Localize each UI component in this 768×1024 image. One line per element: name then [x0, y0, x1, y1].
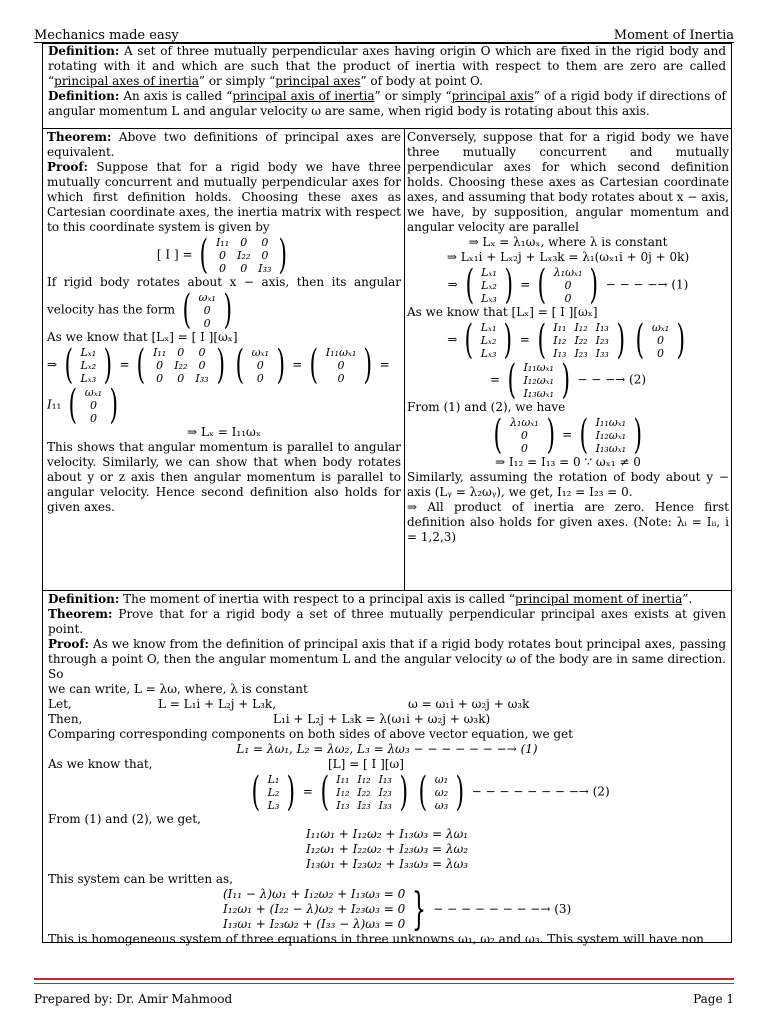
def1-text: A set of three mutually perpendicular axes having origin O which are fixed in the rigid body and rotating with it and which are such that the product of inertia with respect to them are zero are called “	[48, 44, 726, 88]
definition-3	[48, 592, 726, 607]
def3-text: The moment of inertia with respect to a principal axis is called “	[119, 592, 516, 606]
theorem2-label: Theorem:	[48, 607, 113, 621]
then-label: Then,	[48, 712, 83, 726]
system-1: I₁₁ω₁ + I₁₂ω₂ + I₁₃ω₃ = λω₁	[305, 827, 469, 841]
homogeneous-system	[48, 883, 726, 935]
matrix-eq-2: ( L₁ L₂ L₃ ) = ( I₁₁ I₁₂ I₁₃ I₁₂ I₂₂ I₂₃ I₁₃ I₂₃ I₃₃ ) ( ω₁ ω₂ ω₃ ) − − − − − − − −→ (2)	[251, 769, 610, 815]
def1-text-b: ” or simply “	[198, 74, 276, 88]
theorem-2	[48, 607, 726, 637]
right-matrix-eq2: ⇒ ( Lₓ₁ Lₓ₂ Lₓ₃ ) = ( I₁₁ I₁₂ I₁₃ I₁₂ I₂₂ I₂₃ I₁₃ I₂₃ I₃₃ ) ( ωₓ₁ 0 0 )	[447, 317, 686, 363]
rotation-sentence: If rigid body rotates about x − axis, then its angular velocity has the form	[47, 275, 401, 317]
let-L: L = L₁i + L₂j + L₃k,	[158, 697, 277, 711]
system-2: I₁₂ω₁ + I₂₂ω₂ + I₂₃ω₃ = λω₂	[305, 842, 469, 856]
proof2-text: As we know from the definition of principal axis that if a rigid body rotates bout principal axes, passing through a point O, then the angular momentum L and the angular velocity ω of the body are in same direction. So	[48, 637, 726, 681]
def1-text-c: ” of body at point O.	[360, 74, 483, 88]
line-comparing: Comparing corresponding components on both sides of above vector equation, we get	[48, 727, 573, 741]
footer-right: Page 1	[693, 992, 734, 1006]
footer-rule-thick	[34, 978, 734, 980]
proof2-label: Proof:	[48, 637, 89, 651]
divider-vertical	[404, 128, 405, 590]
let-omega: ω = ω₁i + ω₂j + ω₃k	[408, 697, 530, 711]
def2-text: An axis is called “	[119, 89, 233, 103]
definition-1	[48, 44, 726, 89]
product-eq: ⇒ ( Lₓ₁ Lₓ₂ Lₓ₃ ) = ( I₁₁ 0 0 0 I₂₂ 0 0 0 I₃₃ ) ( ωₓ₁ 0 0 ) = ( I₁₁ωₓ₁ 0 0 ) =	[47, 342, 390, 388]
eq-components: L₁ = λω₁, L₂ = λω₂, L₃ = λω₃ − − − − − − −→ (1)	[236, 742, 538, 756]
inertia-matrix: [ I ] = ( I₁₁ 0 0 0 I₂₂ 0 0 0 I₃₃ )	[156, 232, 288, 278]
tag-1: − − − −→ (1)	[605, 277, 689, 292]
theorem-1	[47, 130, 401, 160]
brace: }	[412, 883, 427, 935]
line-from: From (1) and (2), we get,	[48, 812, 201, 826]
def2-text-c: ” of a rigid body if directions of angular momentum L and angular velocity ω are same, when rigid body is rotating about this axis.	[48, 89, 726, 118]
right-column	[407, 130, 729, 545]
know-eq: [L] = [ I ][ω]	[328, 757, 404, 771]
line-as-we-know	[48, 757, 726, 772]
def1-term1: principal axes of inertia	[54, 74, 199, 88]
def2-term2: principal axis	[451, 89, 534, 103]
right-eq2: ⇒ Lₓ₁i + Lₓ₂j + Lₓ₃k = λ₁(ωₓ₁i + 0j + 0k)	[446, 250, 690, 264]
def2-text-b: ” or simply “	[374, 89, 452, 103]
line-then	[48, 712, 726, 727]
proof-text: Suppose that for a rigid body we have three mutually concurrent and mutually perpendicular axes for which first definition holds. Choosing these axes as Cartesian coordinate axes, the inertia matrix with respect to this coordinate system is given by	[47, 160, 401, 234]
right-from: From (1) and (2), we have	[407, 400, 566, 414]
left-column	[47, 130, 401, 515]
line-we-can-write: we can write, L = λω, where, λ is constant	[48, 682, 308, 696]
right-all: ⇒ All product of inertia are zero. Hence first definition also holds for given axes. (Note: λᵢ = Iᵢᵢ, i = 1,2,3)	[407, 500, 729, 544]
hsys-3: I₁₃ω₁ + I₂₃ω₂ + (I₃₃ − λ)ω₃ = 0	[223, 917, 406, 931]
line-let	[48, 697, 726, 712]
definitions-block	[43, 44, 731, 119]
tag-2: − − −→ (2)	[577, 372, 647, 387]
tag-3: − − − − − − − −→ (3)	[433, 902, 572, 916]
left-result: ⇒ Lₓ = I₁₁ωₓ	[187, 425, 261, 439]
def2-label: Definition:	[48, 89, 120, 103]
def2-term1: principal axis of inertia	[232, 89, 375, 103]
tag-bottom-2: − − − − − − − −→ (2)	[471, 784, 610, 799]
header-left: Mechanics made easy	[34, 28, 179, 43]
right-eq1: ⇒ Lₓ = λ₁ωₓ, where λ is constant	[468, 235, 668, 249]
line-system-written: This system can be written as,	[48, 872, 234, 886]
then-eq: L₁i + L₂j + L₃k = λ(ω₁i + ω₂j + ω₃k)	[273, 712, 491, 726]
system-3: I₁₃ω₁ + I₂₃ω₂ + I₃₃ω₃ = λω₃	[305, 857, 469, 871]
divider-top	[43, 128, 731, 129]
definition-2	[48, 89, 726, 119]
theorem-label: Theorem:	[47, 130, 112, 144]
hsys-2: I₁₂ω₁ + (I₂₂ − λ)ω₂ + I₂₃ω₃ = 0	[223, 902, 406, 916]
def1-label: Definition:	[48, 44, 120, 58]
let-label: Let,	[48, 697, 72, 711]
theorem2-text: Prove that for a rigid body a set of three mutually perpendicular principal axes exists at given point.	[48, 607, 726, 636]
def3-end: ”.	[682, 592, 693, 606]
rotation-text: If rigid body rotates about x − axis, then its angular velocity has the form ( ωₓ₁ 0 0 )	[47, 275, 401, 333]
theorem-text: Above two definitions of principal axes are equivalent.	[47, 130, 401, 159]
def1-term2: principal axes	[275, 74, 361, 88]
right-matrix-eq1: ⇒ ( Lₓ₁ Lₓ₂ Lₓ₃ ) = ( λ₁ωₓ₁ 0 0 ) − − − −→ (1)	[447, 262, 689, 308]
right-matrix-eq3: = ( I₁₁ωₓ₁ I₁₂ωₓ₁ I₁₃ωₓ₁ ) − − −→ (2)	[489, 357, 647, 403]
hsys-1: (I₁₁ − λ)ω₁ + I₁₂ω₂ + I₁₃ω₃ = 0	[223, 887, 406, 901]
proof-1	[47, 160, 401, 235]
bottom-section	[43, 592, 731, 947]
footer-rule-thin	[34, 983, 734, 984]
proof-label: Proof:	[47, 160, 88, 174]
def3-label: Definition:	[48, 592, 120, 606]
know-line: As we know that [Lₓ] = [ I ][ωₓ]	[47, 330, 238, 344]
right-eq3: ⇒ I₁₂ = I₁₃ = 0 ∵ ωₓ₁ ≠ 0	[495, 455, 641, 469]
product-eq-2: I₁₁ ( ωₓ₁ 0 0 )	[47, 382, 119, 428]
left-conclusion: This shows that angular momentum is parallel to angular velocity. Similarly, we can show that when body rotates about y or z axis then angular momentum is parallel to angular velocity. Hence second definition also holds for given axes.	[47, 440, 401, 514]
header-right: Moment of Inertia	[613, 28, 734, 43]
divider-bottom	[43, 590, 731, 591]
last-line: This is homogeneous system of three equations in three unknowns ω₁, ω₂ and ω₃. This system will have non	[48, 932, 704, 946]
converse-intro: Conversely, suppose that for a rigid body we have three mutually concurrent and mutually perpendicular axes for which second definition holds. Choosing these axes as Cartesian coordinate axes, and assuming that body rotates about x − axis, we have, by supposition, angular momentum and angular velocity are parallel	[407, 130, 729, 234]
def3-term: principal moment of inertia	[515, 592, 683, 606]
right-know: As we know that [Lₓ] = [ I ][ωₓ]	[407, 305, 598, 319]
footer-left: Prepared by: Dr. Amir Mahmood	[34, 992, 233, 1006]
right-similar: Similarly, assuming the rotation of body about y − axis (Lᵧ = λ₂ωᵧ), we get, I₁₂ = I₂₃ = 0.	[407, 470, 729, 499]
right-matrix-eq4: ( λ₁ωₓ₁ 0 0 ) = ( I₁₁ωₓ₁ I₁₂ωₓ₁ I₁₃ωₓ₁ )	[493, 412, 643, 458]
know-label: As we know that,	[48, 757, 153, 771]
content-box	[42, 43, 732, 946]
proof-2	[48, 637, 726, 682]
